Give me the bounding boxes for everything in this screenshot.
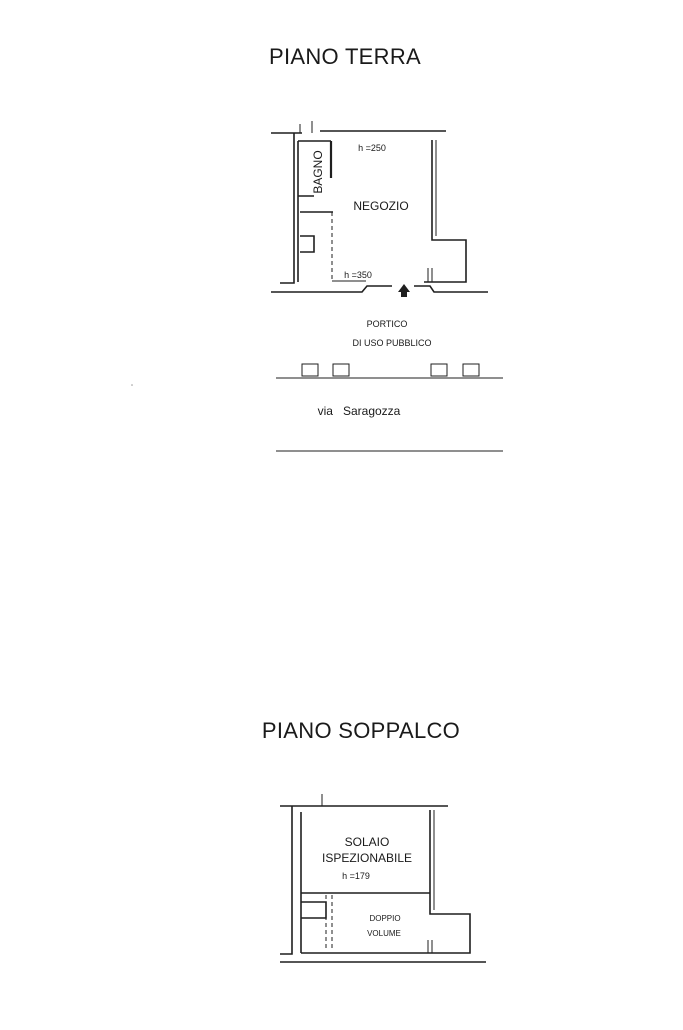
column (463, 364, 479, 376)
left-outer-wall (280, 133, 294, 283)
portico-label-line1: PORTICO (366, 319, 408, 329)
double-height-label-line1: DOPPIO (369, 914, 401, 923)
ground-floor-title: PIANO TERRA (268, 44, 422, 69)
height-top-label: h =250 (358, 143, 386, 153)
right-outer-wall (424, 140, 466, 282)
mezzanine-height-label: h =179 (342, 871, 370, 881)
loft-label-line1: SOLAIO (344, 835, 390, 849)
door-jamb (428, 268, 432, 282)
column (333, 364, 349, 376)
entrance-arrow-icon (398, 284, 410, 297)
scan-speck (131, 384, 133, 386)
column (302, 364, 318, 376)
height-bottom-label: h =350 (344, 270, 372, 280)
portico-label-line2: DI USO PUBBLICO (352, 338, 432, 348)
stair-niche (300, 212, 333, 252)
shop-label: NEGOZIO (353, 199, 409, 213)
column (431, 364, 447, 376)
stair-niche (301, 902, 326, 918)
street-label: via Saragozza (317, 404, 401, 418)
portico-columns (302, 364, 479, 376)
double-height-label-line2: VOLUME (367, 929, 401, 938)
facade-wall (271, 286, 488, 292)
mezzanine-edge-dashed (326, 895, 332, 951)
mezzanine-title: PIANO SOPPALCO (261, 718, 461, 743)
top-boundary-wall (271, 131, 446, 133)
bathroom-label: BAGNO (311, 150, 325, 194)
loft-label-line2: ISPEZIONABILE (321, 851, 413, 865)
door-jamb (428, 940, 432, 953)
wall-tick (300, 121, 312, 133)
left-outer-wall (280, 806, 292, 954)
